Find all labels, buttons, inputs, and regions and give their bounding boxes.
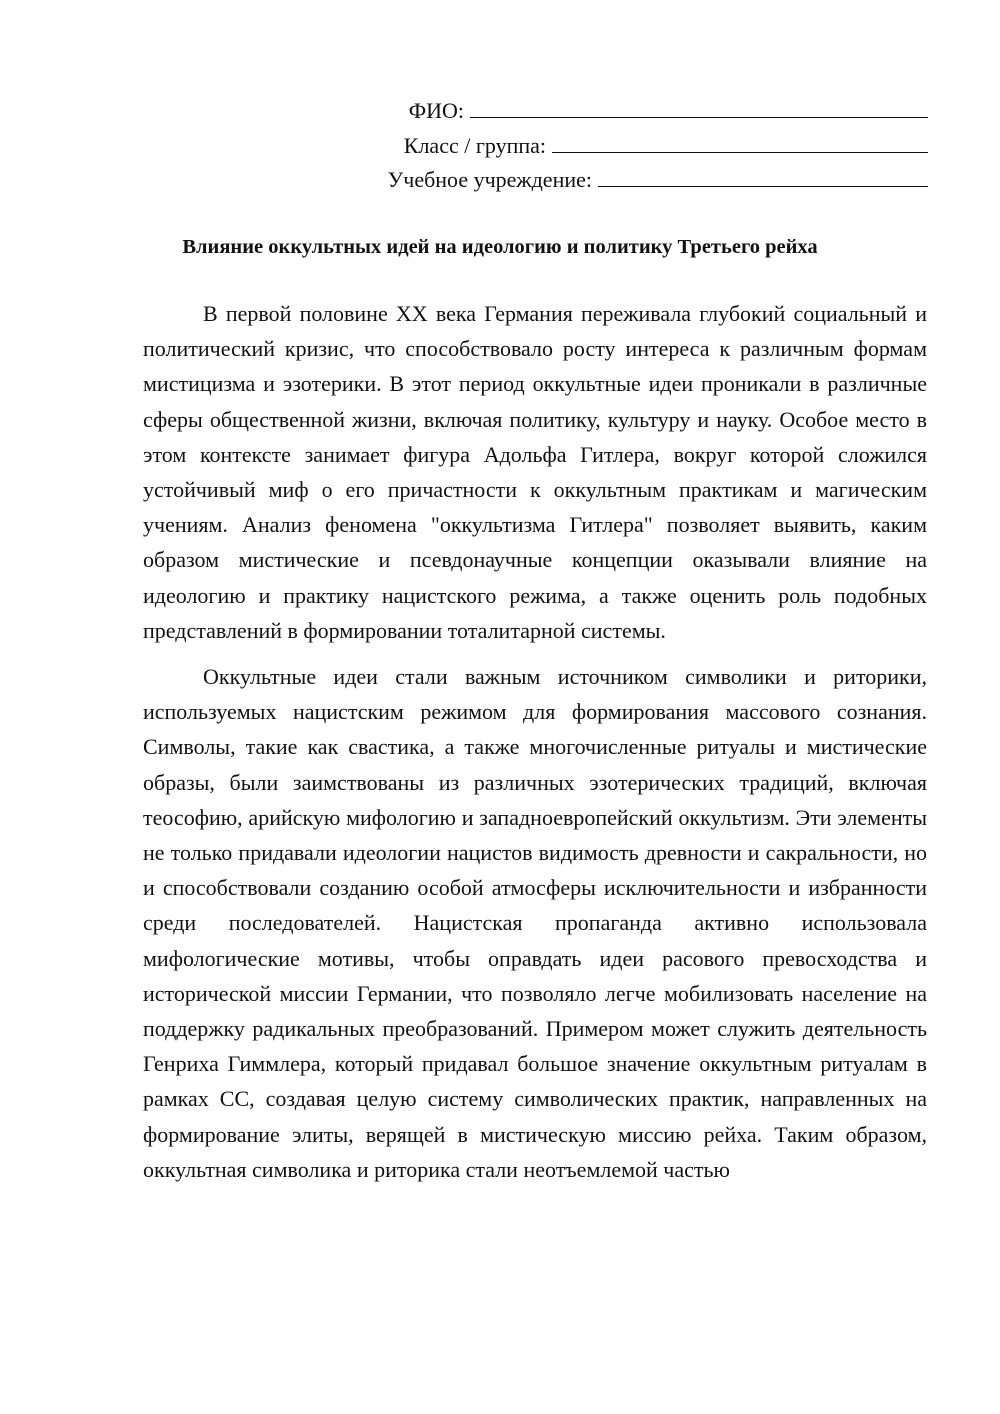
fio-line: [328, 94, 928, 129]
school-label: Учебное учреждение:: [387, 167, 592, 192]
fio-blank-field[interactable]: [470, 95, 928, 118]
class-line: [328, 129, 928, 164]
class-label: Класс / группа:: [403, 132, 546, 158]
class-blank-field[interactable]: [552, 130, 928, 153]
school-blank-field[interactable]: [598, 164, 928, 187]
fio-label: ФИО:: [408, 98, 464, 123]
paragraph-2: Оккультные идеи стали важным источником символики и риторики, используемых нацистским режимом для формирования массового сознания. Символы, такие как свастика, а также многочисленные ритуалы и мистические образы, были заимствованы из различных эзотерических традиций, включая теософию, арийскую мифологию и западноевропейский оккультизм. Эти элементы не только придавали идеологии нацистов видимость древности и сакральности, но и способствовали созданию особой атмосферы исключительности и избранности среди последователей. Нацистская пропаганда активно использовала мифологические мотивы, чтобы оправдать идеи расового превосходства и исторической миссии Германии, что позволяло легче мобилизовать население на поддержку радикальных преобразований. Примером может служить деятельность Генриха Гиммлера, который придавал большое значение оккультным ритуалам в рамках СС, создавая целую систему символических практик, направленных на формирование элиты, верящей в мистическую миссию рейха. Таким образом, оккультная символика и риторика стали неотъемлемой частью: [143, 664, 927, 1182]
student-info-header: [328, 94, 928, 198]
paragraph-1: В первой половине XX века Германия переживала глубокий социальный и политический кризис, что способствовало росту интереса к различным формам мистицизма и эзотерики. В этот период оккультные идеи проникали в различные сферы общественной жизни, включая политику, культуру и науку. Особое место в этом контексте занимает фигура Адольфа Гитлера, вокруг которой сложился устойчивый миф о его причастности к оккультным практикам и магическим учениям. Анализ феномена "оккультизма Гитлера" позволяет выявить, каким образом мистические и псевдонаучные концепции оказывали влияние на идеологию и практику нацистского режима, а также оценить роль подобных представлений в формировании тоталитарной системы.: [143, 301, 927, 643]
school-line: [328, 163, 928, 198]
document-title: Влияние оккультных идей на идеологию и политику Третьего рейха: [182, 236, 818, 258]
document-body: [143, 296, 927, 1198]
